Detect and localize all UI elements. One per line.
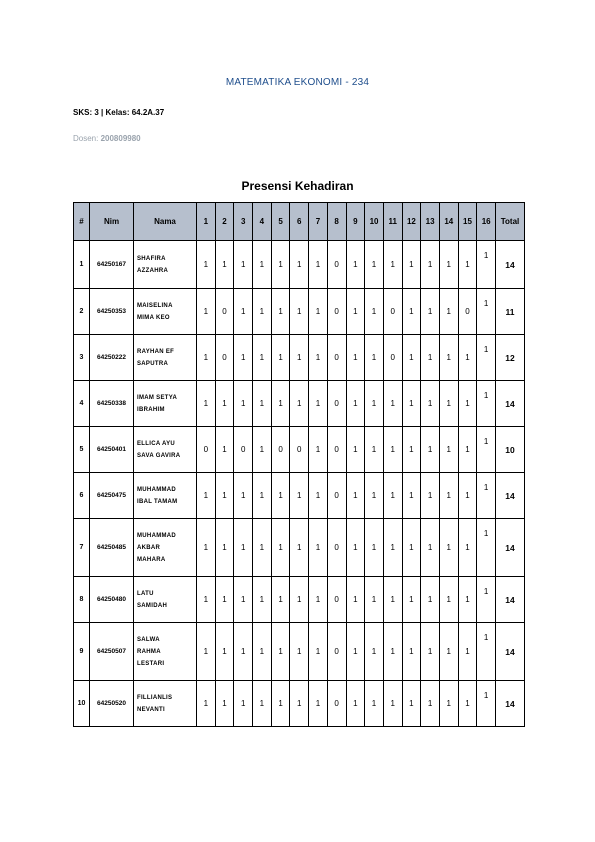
row-number: 10 bbox=[74, 681, 90, 727]
attendance-mark: 0 bbox=[458, 289, 477, 335]
attendance-mark: 1 bbox=[365, 577, 384, 623]
attendance-mark bbox=[477, 681, 496, 727]
student-name bbox=[134, 577, 197, 623]
attendance-total: 12 bbox=[496, 335, 525, 381]
column-header: 12 bbox=[402, 203, 421, 241]
attendance-mark: 1 bbox=[290, 381, 309, 427]
table-row bbox=[74, 623, 525, 681]
attendance-mark: 1 bbox=[346, 241, 365, 289]
student-nim: 64250353 bbox=[90, 289, 134, 335]
attendance-mark: 1 bbox=[215, 577, 234, 623]
column-header: 9 bbox=[346, 203, 365, 241]
student-nim: 64250167 bbox=[90, 241, 134, 289]
attendance-mark: 1 bbox=[253, 289, 272, 335]
table-row bbox=[74, 681, 525, 727]
attendance-mark: 1 bbox=[365, 289, 384, 335]
attendance-mark: 1 bbox=[309, 577, 328, 623]
attendance-mark: 1 bbox=[365, 335, 384, 381]
attendance-mark: 1 bbox=[271, 519, 290, 577]
student-name bbox=[134, 289, 197, 335]
student-name-line: SHAFIRA bbox=[137, 255, 166, 262]
attendance-mark: 1 bbox=[439, 381, 458, 427]
attendance-mark: 1 bbox=[290, 519, 309, 577]
attendance-mark: 1 bbox=[439, 289, 458, 335]
attendance-mark: 1 bbox=[402, 381, 421, 427]
attendance-mark: 1 bbox=[215, 519, 234, 577]
attendance-total: 14 bbox=[496, 577, 525, 623]
row-number: 8 bbox=[74, 577, 90, 623]
table-row bbox=[74, 381, 525, 427]
attendance-mark: 1 bbox=[234, 519, 253, 577]
attendance-mark: 1 bbox=[365, 427, 384, 473]
attendance-mark: 0 bbox=[215, 289, 234, 335]
course-meta: SKS: 3 | Kelas: 64.2A.37 bbox=[73, 108, 165, 117]
course-title: MATEMATIKA EKONOMI - 234 bbox=[225, 77, 370, 88]
attendance-mark: 1 bbox=[197, 473, 216, 519]
attendance-mark: 1 bbox=[383, 473, 402, 519]
attendance-mark: 1 bbox=[365, 681, 384, 727]
attendance-mark: 0 bbox=[327, 381, 346, 427]
attendance-mark: 1 bbox=[215, 427, 234, 473]
attendance-mark: 1 bbox=[253, 381, 272, 427]
attendance-mark: 1 bbox=[309, 519, 328, 577]
student-nim: 64250520 bbox=[90, 681, 134, 727]
attendance-mark: 1 bbox=[271, 681, 290, 727]
table-header-row bbox=[74, 203, 525, 241]
attendance-mark: 1 bbox=[197, 623, 216, 681]
column-header: 6 bbox=[290, 203, 309, 241]
attendance-mark: 1 bbox=[215, 241, 234, 289]
attendance-mark: 1 bbox=[309, 473, 328, 519]
column-header: 5 bbox=[271, 203, 290, 241]
table-row bbox=[74, 577, 525, 623]
attendance-mark: 1 bbox=[234, 381, 253, 427]
attendance-mark: 1 bbox=[346, 519, 365, 577]
attendance-mark: 1 bbox=[197, 681, 216, 727]
row-number: 6 bbox=[74, 473, 90, 519]
attendance-mark: 1 bbox=[215, 623, 234, 681]
attendance-mark: 1 bbox=[458, 427, 477, 473]
attendance-mark: 1 bbox=[346, 473, 365, 519]
attendance-mark: 1 bbox=[402, 473, 421, 519]
attendance-mark: 0 bbox=[383, 289, 402, 335]
attendance-mark: 1 bbox=[458, 681, 477, 727]
student-name bbox=[134, 241, 197, 289]
attendance-mark bbox=[477, 519, 496, 577]
attendance-mark: 1 bbox=[234, 241, 253, 289]
attendance-mark: 0 bbox=[327, 473, 346, 519]
attendance-mark: 1 bbox=[402, 577, 421, 623]
table-row bbox=[74, 473, 525, 519]
attendance-mark: 1 bbox=[365, 473, 384, 519]
student-nim: 64250222 bbox=[90, 335, 134, 381]
attendance-mark: 1 bbox=[458, 577, 477, 623]
attendance-mark: 0 bbox=[290, 427, 309, 473]
table-row bbox=[74, 519, 525, 577]
attendance-mark: 1 bbox=[421, 681, 440, 727]
attendance-mark: 0 bbox=[215, 335, 234, 381]
attendance-mark: 1 bbox=[253, 241, 272, 289]
table-row bbox=[74, 289, 525, 335]
attendance-mark: 1 bbox=[271, 289, 290, 335]
row-number: 4 bbox=[74, 381, 90, 427]
attendance-mark: 1 bbox=[365, 519, 384, 577]
attendance-mark: 1 bbox=[309, 289, 328, 335]
attendance-mark-value: 1 bbox=[483, 587, 489, 596]
attendance-mark: 1 bbox=[197, 241, 216, 289]
attendance-mark: 0 bbox=[327, 623, 346, 681]
attendance-mark: 0 bbox=[327, 289, 346, 335]
attendance-mark bbox=[477, 577, 496, 623]
attendance-mark: 1 bbox=[439, 577, 458, 623]
attendance-mark: 1 bbox=[439, 519, 458, 577]
lecturer-id: 200809980 bbox=[100, 134, 141, 143]
attendance-mark: 1 bbox=[253, 427, 272, 473]
student-name-line: MIMA KEO bbox=[137, 314, 170, 321]
student-name-line: SAVA GAVIRA bbox=[137, 452, 181, 459]
student-name-line: RAHMA bbox=[137, 648, 161, 655]
column-header: 8 bbox=[327, 203, 346, 241]
attendance-mark: 1 bbox=[365, 241, 384, 289]
student-name bbox=[134, 473, 197, 519]
attendance-title: Presensi Kehadiran bbox=[241, 179, 354, 193]
attendance-mark bbox=[477, 241, 496, 289]
attendance-mark: 1 bbox=[197, 519, 216, 577]
attendance-mark: 1 bbox=[197, 577, 216, 623]
attendance-mark: 1 bbox=[234, 681, 253, 727]
attendance-mark: 1 bbox=[309, 427, 328, 473]
attendance-mark: 1 bbox=[234, 289, 253, 335]
attendance-mark bbox=[477, 335, 496, 381]
student-name-line: IBRAHIM bbox=[137, 406, 165, 413]
attendance-mark: 0 bbox=[197, 427, 216, 473]
lecturer-info bbox=[73, 134, 141, 143]
attendance-mark: 0 bbox=[327, 681, 346, 727]
column-header: 1 bbox=[197, 203, 216, 241]
attendance-mark: 1 bbox=[253, 577, 272, 623]
student-name-line: FILLIANLIS bbox=[137, 694, 173, 701]
student-name-line: SAPUTRA bbox=[137, 360, 169, 367]
attendance-mark: 0 bbox=[327, 241, 346, 289]
attendance-mark: 1 bbox=[253, 623, 272, 681]
attendance-mark: 1 bbox=[253, 681, 272, 727]
student-name-line: SALWA bbox=[137, 636, 160, 643]
attendance-mark: 1 bbox=[402, 623, 421, 681]
attendance-total: 11 bbox=[496, 289, 525, 335]
column-header: 13 bbox=[421, 203, 440, 241]
attendance-mark: 1 bbox=[421, 623, 440, 681]
attendance-total: 14 bbox=[496, 623, 525, 681]
attendance-mark: 1 bbox=[402, 289, 421, 335]
attendance-mark: 1 bbox=[439, 623, 458, 681]
row-number: 3 bbox=[74, 335, 90, 381]
table-row bbox=[74, 241, 525, 289]
attendance-mark: 1 bbox=[309, 623, 328, 681]
attendance-mark: 1 bbox=[271, 473, 290, 519]
attendance-mark: 1 bbox=[290, 623, 309, 681]
student-name-line: AKBAR bbox=[137, 544, 161, 551]
attendance-mark-value: 1 bbox=[483, 691, 489, 700]
table-row bbox=[74, 335, 525, 381]
row-number: 5 bbox=[74, 427, 90, 473]
attendance-mark: 1 bbox=[402, 241, 421, 289]
attendance-mark: 1 bbox=[290, 335, 309, 381]
attendance-mark: 1 bbox=[421, 381, 440, 427]
table-row bbox=[74, 427, 525, 473]
attendance-mark: 1 bbox=[421, 519, 440, 577]
column-header: 14 bbox=[439, 203, 458, 241]
student-nim: 64250401 bbox=[90, 427, 134, 473]
attendance-mark: 1 bbox=[458, 473, 477, 519]
attendance-mark: 1 bbox=[253, 519, 272, 577]
attendance-mark: 1 bbox=[309, 381, 328, 427]
attendance-total: 14 bbox=[496, 473, 525, 519]
attendance-total: 14 bbox=[496, 519, 525, 577]
student-name-line: ELLICA AYU bbox=[137, 440, 176, 447]
attendance-mark: 1 bbox=[439, 335, 458, 381]
row-number: 1 bbox=[74, 241, 90, 289]
table-body bbox=[74, 241, 525, 727]
attendance-mark: 1 bbox=[346, 335, 365, 381]
attendance-mark: 1 bbox=[309, 681, 328, 727]
attendance-mark-value: 1 bbox=[483, 483, 489, 492]
attendance-mark: 1 bbox=[271, 335, 290, 381]
attendance-mark: 1 bbox=[290, 289, 309, 335]
attendance-mark: 1 bbox=[346, 623, 365, 681]
attendance-mark: 1 bbox=[439, 241, 458, 289]
attendance-mark-value: 1 bbox=[483, 529, 489, 538]
lecturer-label: Dosen: bbox=[73, 134, 101, 143]
attendance-mark: 1 bbox=[383, 381, 402, 427]
attendance-mark: 1 bbox=[271, 623, 290, 681]
column-header: Nama bbox=[134, 203, 197, 241]
attendance-mark: 1 bbox=[439, 473, 458, 519]
student-name-line: MAHARA bbox=[137, 556, 166, 563]
column-header: 7 bbox=[309, 203, 328, 241]
student-name bbox=[134, 623, 197, 681]
attendance-mark: 1 bbox=[365, 381, 384, 427]
attendance-total: 14 bbox=[496, 241, 525, 289]
attendance-mark: 1 bbox=[346, 681, 365, 727]
attendance-mark: 1 bbox=[234, 473, 253, 519]
student-name-line: MUHAMMAD bbox=[137, 486, 177, 493]
attendance-mark: 1 bbox=[346, 577, 365, 623]
attendance-mark: 1 bbox=[458, 335, 477, 381]
attendance-mark: 1 bbox=[271, 577, 290, 623]
attendance-mark: 1 bbox=[439, 427, 458, 473]
attendance-mark: 1 bbox=[309, 335, 328, 381]
attendance-mark: 1 bbox=[290, 241, 309, 289]
attendance-mark: 1 bbox=[215, 681, 234, 727]
attendance-mark: 1 bbox=[421, 427, 440, 473]
attendance-mark: 0 bbox=[327, 519, 346, 577]
student-nim: 64250507 bbox=[90, 623, 134, 681]
student-name bbox=[134, 381, 197, 427]
attendance-mark: 1 bbox=[346, 381, 365, 427]
student-name bbox=[134, 335, 197, 381]
attendance-mark: 1 bbox=[346, 289, 365, 335]
attendance-total: 10 bbox=[496, 427, 525, 473]
attendance-mark bbox=[477, 623, 496, 681]
row-number: 2 bbox=[74, 289, 90, 335]
attendance-mark: 0 bbox=[327, 577, 346, 623]
attendance-mark bbox=[477, 427, 496, 473]
attendance-mark: 1 bbox=[309, 241, 328, 289]
attendance-mark: 0 bbox=[271, 427, 290, 473]
student-nim: 64250475 bbox=[90, 473, 134, 519]
attendance-mark: 1 bbox=[402, 335, 421, 381]
attendance-mark: 1 bbox=[383, 577, 402, 623]
attendance-mark: 1 bbox=[215, 473, 234, 519]
attendance-mark-value: 1 bbox=[483, 345, 489, 354]
attendance-mark-value: 1 bbox=[483, 633, 489, 642]
attendance-mark: 0 bbox=[327, 427, 346, 473]
student-name-line: IMAM SETYA bbox=[137, 394, 178, 401]
attendance-mark: 1 bbox=[215, 381, 234, 427]
student-nim: 64250485 bbox=[90, 519, 134, 577]
student-name-line: LATU bbox=[137, 590, 154, 597]
attendance-mark: 1 bbox=[365, 623, 384, 681]
attendance-mark: 1 bbox=[383, 681, 402, 727]
student-name-line: LESTARI bbox=[137, 660, 165, 667]
student-name-line: NEVANTI bbox=[137, 706, 165, 713]
attendance-mark-value: 1 bbox=[483, 437, 489, 446]
row-number: 7 bbox=[74, 519, 90, 577]
column-header: 16 bbox=[477, 203, 496, 241]
student-name-line: MUHAMMAD bbox=[137, 532, 177, 539]
attendance-mark: 1 bbox=[383, 241, 402, 289]
attendance-mark: 1 bbox=[197, 335, 216, 381]
attendance-mark: 1 bbox=[197, 289, 216, 335]
column-header: 15 bbox=[458, 203, 477, 241]
attendance-mark: 1 bbox=[439, 681, 458, 727]
attendance-mark: 1 bbox=[234, 335, 253, 381]
attendance-total: 14 bbox=[496, 681, 525, 727]
student-name bbox=[134, 427, 197, 473]
student-name-line: SAMIDAH bbox=[137, 602, 168, 609]
attendance-mark-value: 1 bbox=[483, 391, 489, 400]
student-name-line: IBAL TAMAM bbox=[137, 498, 178, 505]
attendance-mark: 1 bbox=[402, 427, 421, 473]
student-nim: 64250480 bbox=[90, 577, 134, 623]
student-name-line: MAISELINA bbox=[137, 302, 173, 309]
attendance-mark-value: 1 bbox=[483, 299, 489, 308]
column-header: 11 bbox=[383, 203, 402, 241]
attendance-mark: 0 bbox=[327, 335, 346, 381]
attendance-mark: 1 bbox=[234, 577, 253, 623]
attendance-mark: 0 bbox=[234, 427, 253, 473]
column-header: # bbox=[74, 203, 90, 241]
attendance-mark: 1 bbox=[234, 623, 253, 681]
attendance-mark: 1 bbox=[458, 623, 477, 681]
attendance-mark: 1 bbox=[421, 473, 440, 519]
attendance-mark: 1 bbox=[383, 427, 402, 473]
column-header: Total bbox=[496, 203, 525, 241]
attendance-mark: 0 bbox=[383, 335, 402, 381]
attendance-mark: 1 bbox=[421, 577, 440, 623]
attendance-mark: 1 bbox=[290, 473, 309, 519]
attendance-mark: 1 bbox=[421, 289, 440, 335]
student-name bbox=[134, 681, 197, 727]
attendance-mark-value: 1 bbox=[483, 251, 489, 260]
student-name-line: RAYHAN EF bbox=[137, 348, 175, 355]
attendance-mark: 1 bbox=[421, 241, 440, 289]
attendance-mark: 1 bbox=[253, 473, 272, 519]
attendance-mark: 1 bbox=[197, 381, 216, 427]
attendance-mark: 1 bbox=[458, 241, 477, 289]
attendance-mark bbox=[477, 473, 496, 519]
attendance-table bbox=[73, 202, 525, 727]
attendance-mark: 1 bbox=[271, 241, 290, 289]
column-header: 2 bbox=[215, 203, 234, 241]
attendance-mark bbox=[477, 381, 496, 427]
attendance-mark: 1 bbox=[271, 381, 290, 427]
attendance-mark: 1 bbox=[458, 519, 477, 577]
attendance-mark: 1 bbox=[290, 681, 309, 727]
attendance-mark: 1 bbox=[402, 519, 421, 577]
attendance-total: 14 bbox=[496, 381, 525, 427]
attendance-mark: 1 bbox=[383, 623, 402, 681]
attendance-mark: 1 bbox=[402, 681, 421, 727]
attendance-mark: 1 bbox=[458, 381, 477, 427]
attendance-mark: 1 bbox=[346, 427, 365, 473]
student-nim: 64250338 bbox=[90, 381, 134, 427]
attendance-mark: 1 bbox=[383, 519, 402, 577]
column-header: Nim bbox=[90, 203, 134, 241]
attendance-mark bbox=[477, 289, 496, 335]
attendance-mark: 1 bbox=[290, 577, 309, 623]
column-header: 4 bbox=[253, 203, 272, 241]
column-header: 3 bbox=[234, 203, 253, 241]
attendance-mark: 1 bbox=[253, 335, 272, 381]
attendance-mark: 1 bbox=[421, 335, 440, 381]
student-name bbox=[134, 519, 197, 577]
row-number: 9 bbox=[74, 623, 90, 681]
student-name-line: AZZAHRA bbox=[137, 267, 169, 274]
column-header: 10 bbox=[365, 203, 384, 241]
